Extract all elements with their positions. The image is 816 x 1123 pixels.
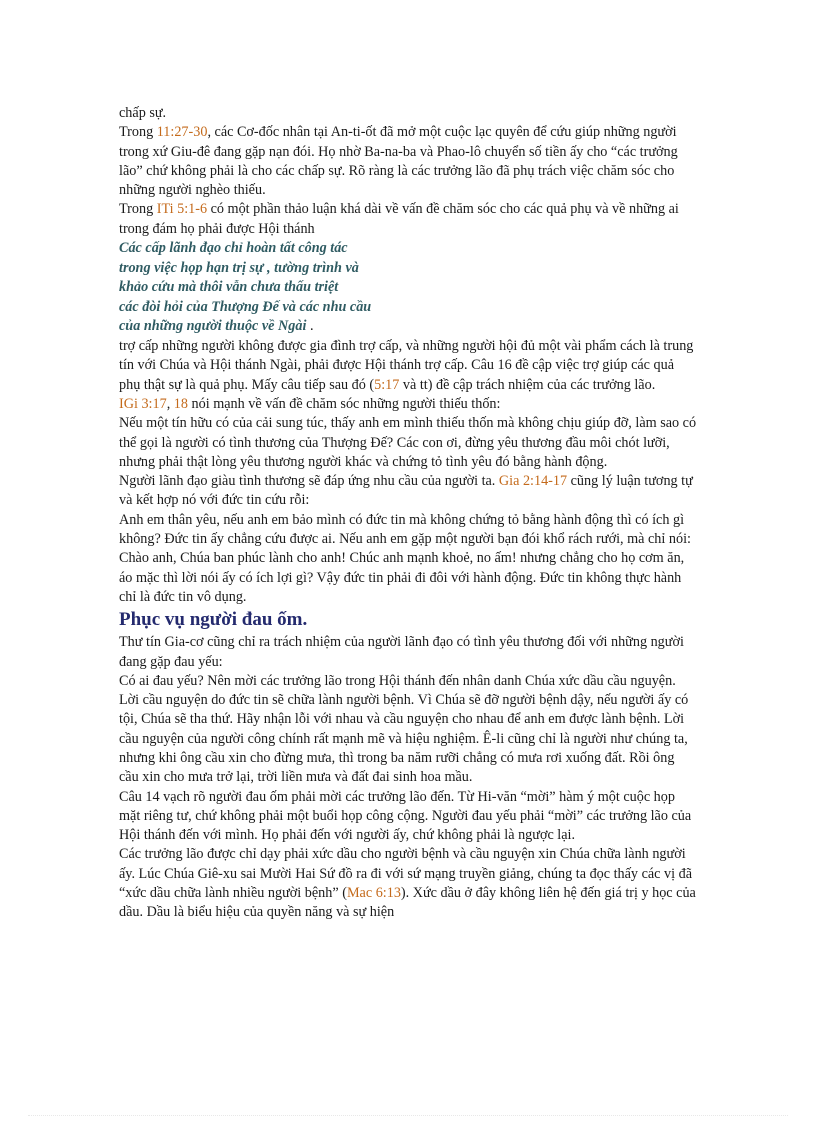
section-heading: Phục vụ người đau ốm. [119,609,308,631]
pull-quote-line: trong việc họp hạn trị sự , tường trình và [119,259,359,276]
scripture-ref-link[interactable]: ITi 5:1-6 [156,201,208,218]
paragraph-2: Trong ITi 5:1-6 có một phần thảo luận khá dài về vấn đề chăm sóc cho các quả phụ và về những ai trong đám họ phải được Hội thánh [119,201,679,237]
paragraph-10: Câu 14 vạch rõ người đau ốm phải mời các trưởng lão đến. Từ Hi-văn “mời” hàm ý một cuộc họp mặt riêng tư, chứ không phải một buổi họp công cộng. Người đau yếu phải “mời” các trưởng lão của Hội thánh đến với mình. Họ phải đến với người ấy, chứ không phải là ngược lại. [119,788,692,844]
paragraph-1: Trong 11:27-30, các Cơ-đốc nhân tại An-ti-ốt đã mở một cuộc lạc quyên để cứu giúp những người trong xứ Giu-đê đang gặp nạn đói. Họ nhờ Ba-na-ba và Phao-lô chuyển số tiền ấy cho “các trưởng lão” chứ không phải là cho các chấp sự. Rõ ràng là các trưởng lão đã phụ trách việc chăm sóc cho những người nghèo thiếu. [119,124,678,199]
paragraph-5: Nếu một tín hữu có của cải sung túc, thấy anh em mình thiếu thốn mà không chịu giúp đỡ, làm sao có thể gọi là người có tình thương của Thượng Đế? Các con ơi, đừng yêu thương đầu môi chót lưỡi, nhưng phải thật lòng yêu thương người khác và chứng tỏ tình yêu đó bằng hành động. [119,415,697,470]
paragraph-4: IGi 3:17, 18 nói mạnh về vấn đề chăm sóc những người thiếu thốn: [119,395,501,412]
paragraph-7: Anh em thân yêu, nếu anh em bảo mình có đức tin mà không chứng tỏ bằng hành động thì có ích gì không? Đức tin ấy chẳng cứu được ai. Nếu anh em gặp một người bạn đói khổ rách rưới, mà chỉ nói: Chào anh, Chúa ban phúc lành cho anh! Chúc anh mạnh khoẻ, no ấm! nhưng chẳng cho họ cơm ăn, áo mặc thì lời nói ấy có ích lợi gì? Vậy đức tin phải đi đôi với hành động. Đức tin không thực hành chỉ là đức tin vô dụng. [119,511,691,605]
scripture-ref-link[interactable]: 5:17 [374,376,400,393]
scripture-ref-link[interactable]: 11:27-30 [156,124,208,141]
paragraph-8: Thư tín Gia-cơ cũng chỉ ra trách nhiệm của người lãnh đạo có tình yêu thương đối với những người đang gặp đau yếu: [119,634,684,670]
pull-quote-line: các đòi hỏi của Thượng Đế và các nhu cầu [119,298,372,315]
document-page [119,104,697,923]
pull-quote-line: của những người thuộc về Ngài . [119,318,314,335]
pull-quote-line: Các cấp lãnh đạo chỉ hoàn tất công tác [119,240,348,257]
paragraph-6: Người lãnh đạo giàu tình thương sẽ đáp ứng nhu cầu của người ta. Gia 2:14-17 cũng lý luận tương tự và kết hợp nó với đức tin cứu rỗi: [119,473,693,509]
scripture-ref-link[interactable]: Mac 6:13 [346,885,401,902]
paragraph-3: trợ cấp những người không được gia đình trợ cấp, và những người hội đủ một vài phẩm cách là trung tín với Chúa và Hội thánh Ngài, phải được Hội thánh trợ cấp. Câu 16 đề cập việc trợ giúp các quả phụ thật sự là quả phụ. Mấy câu tiếp sau đó (5:17 và tt) đề cập trách nhiệm của các trưởng lão. [119,338,694,393]
scripture-ref-link[interactable]: Gia 2:14-17 [498,473,568,490]
scripture-ref-link[interactable]: IGi 3:17 [119,395,167,412]
paragraph-9: Có ai đau yếu? Nên mời các trưởng lão trong Hội thánh đến nhân danh Chúa xức dầu cầu nguyện. Lời cầu nguyện do đức tin sẽ chữa lành người bệnh. Vì Chúa sẽ đỡ người bệnh dậy, nếu người ấy có tội, Chúa sẽ tha thứ. Hãy nhận lỗi với nhau và cầu nguyện cho nhau để anh em được lành bệnh. Lời cầu nguyện của người công chính rất mạnh mẽ và hiệu nghiệm. Ê-li cũng chỉ là người như chúng ta, nhưng khi ông cầu xin cho đừng mưa, thì trong ba năm rưỡi chẳng có mưa rơi xuống đất. Rồi ông cầu xin cho mưa trở lại, trời liền mưa và đất đai sinh hoa mầu. [119,672,689,786]
scripture-ref-link[interactable]: 18 [173,395,188,412]
page-bottom-rule [28,1115,788,1116]
paragraph-11: Các trưởng lão được chỉ dạy phải xức dầu cho người bệnh và cầu nguyện xin Chúa chữa lành người ấy. Lúc Chúa Giê-xu sai Mười Hai Sứ đồ ra đi với sứ mạng truyền giảng, chúng ta đọc thấy các vị đã “xức dầu chữa lành nhiều người bệnh” (Mac 6:13). Xức dầu ở đây không liên hệ đến giá trị y học của dầu. Dầu là biểu hiệu của quyền năng và sự hiện [119,846,696,921]
paragraph-0: chấp sự. [119,105,167,121]
pull-quote [119,239,697,337]
pull-quote-line: khảo cứu mà thôi vẫn chưa thấu triệt [119,279,339,296]
